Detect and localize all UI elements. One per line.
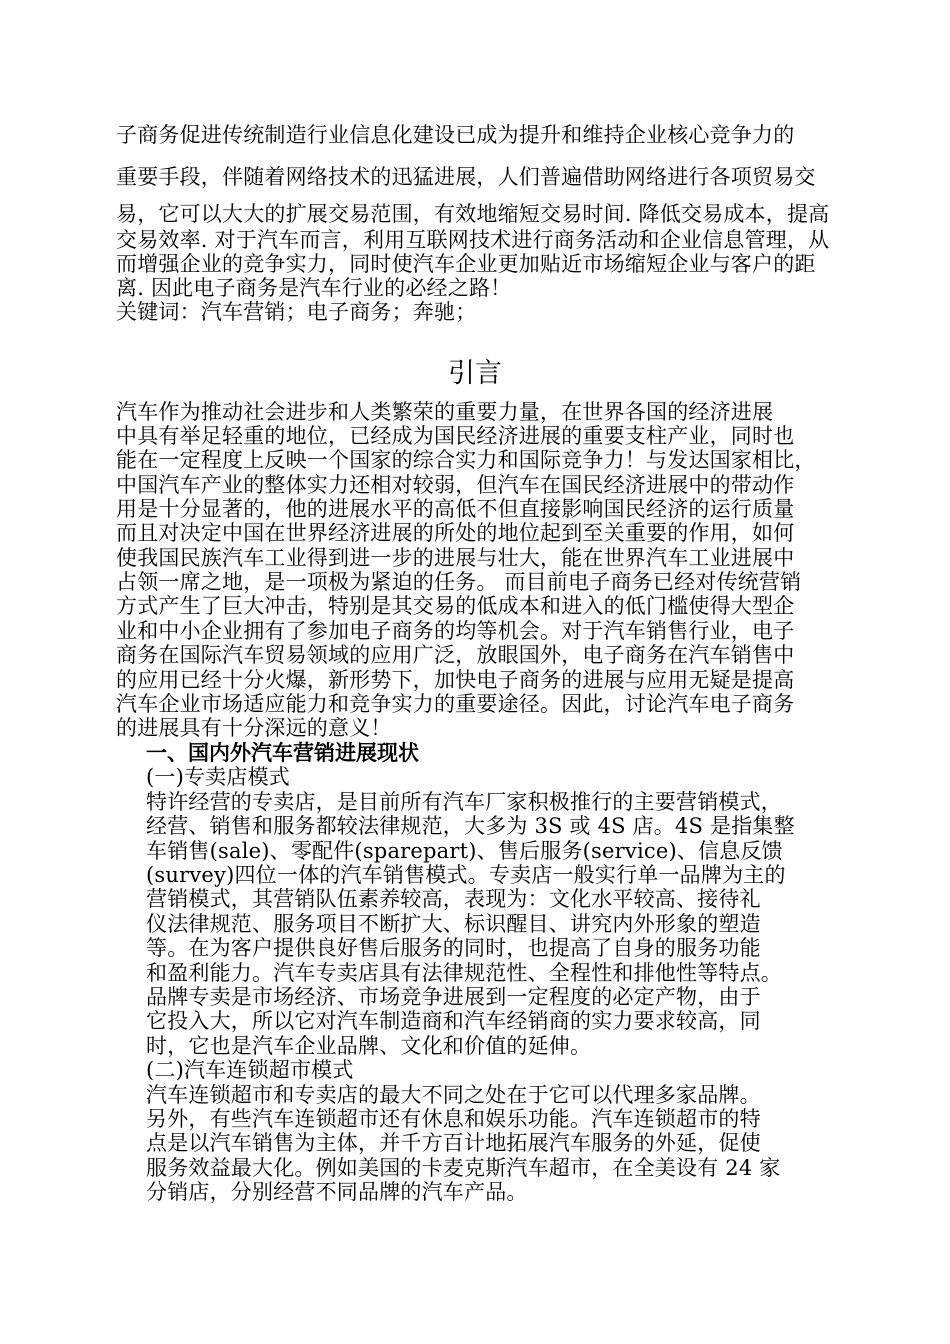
intro-line: 占领一席之地，是一项极为紧迫的任务。 而目前电子商务已经对传统营销 bbox=[116, 570, 802, 594]
paragraph-line: 服务效益最大化。例如美国的卡麦克斯汽车超市，在全美设有 24 家 bbox=[146, 1156, 781, 1180]
intro-title: 引言 bbox=[448, 358, 502, 389]
intro-line: 的进展具有十分深远的意义！ bbox=[116, 716, 392, 740]
paragraph-line: 经营、销售和服务都较法律规范，大多为 3S 或 4S 店。4S 是指集整 bbox=[146, 814, 795, 838]
intro-line: 使我国民族汽车工业得到进一步的进展与壮大，能在世界汽车工业进展中 bbox=[116, 546, 795, 570]
intro-line: 汽车作为推动社会进步和人类繁荣的重要力量，在世界各国的经济进展 bbox=[116, 400, 774, 424]
paragraph-line: 汽车连锁超市和专卖店的最大不同之处在于它可以代理多家品牌。 bbox=[146, 1083, 761, 1107]
paragraph-line: 点是以汽车销售为主体，并千方百计地拓展汽车服务的外延，促使 bbox=[146, 1131, 761, 1155]
paragraph-line: 特许经营的专卖店，是目前所有汽车厂家积极推行的主要营销模式， bbox=[146, 790, 782, 814]
intro-line: 中具有举足轻重的地位，已经成为国民经济进展的重要支柱产业，同时也 bbox=[116, 424, 795, 448]
subsection-heading: (一)专卖店模式 bbox=[146, 765, 290, 789]
intro-line: 的应用已经十分火爆，新形势下，加快电子商务的进展与应用无疑是提高 bbox=[116, 668, 795, 692]
section-heading: 一、国内外汽车营销进展现状 bbox=[146, 740, 419, 765]
intro-line: 用是十分显著的，他的进展水平的高低不但直接影响国民经济的运行质量 bbox=[116, 497, 795, 521]
abstract-line: 离. 因此电子商务是汽车行业的必经之路！ bbox=[116, 276, 512, 300]
paragraph-line: 仪法律规范、服务项目不断扩大、标识醒目、讲究内外形象的塑造 bbox=[146, 912, 761, 936]
intro-line: 汽车企业市场适应能力和竞争实力的重要途径。因此，讨论汽车电子商务 bbox=[116, 692, 795, 716]
subsection-heading: (二)汽车连锁超市模式 bbox=[146, 1058, 354, 1082]
abstract-line: 重要手段，伴随着网络技术的迅猛进展，人们普遍借助网络进行各项贸易交 bbox=[116, 165, 816, 189]
paragraph-line: 分销店，分别经营不同品牌的汽车产品。 bbox=[146, 1180, 528, 1204]
paragraph-line: 等。在为客户提供良好售后服务的同时，也提高了自身的服务功能 bbox=[146, 936, 761, 960]
intro-line: 商务在国际汽车贸易领域的应用广泛，放眼国外，电子商务在汽车销售中 bbox=[116, 643, 795, 667]
intro-line: 能在一定程度上反映一个国家的综合实力和国际竞争力！与发达国家相比， bbox=[116, 448, 816, 472]
abstract-line: 易，它可以大大的扩展交易范围，有效地缩短交易时间. 降低交易成本，提高 bbox=[116, 202, 830, 226]
paragraph-line: 时，它也是汽车企业品牌、文化和价值的延伸。 bbox=[146, 1034, 592, 1058]
abstract-line: 子商务促进传统制造行业信息化建设已成为提升和维持企业核心竞争力的 bbox=[116, 123, 795, 147]
paragraph-line: 另外，有些汽车连锁超市还有休息和娱乐功能。汽车连锁超市的特 bbox=[146, 1107, 761, 1131]
paragraph-line: 它投入大，所以它对汽车制造商和汽车经销商的实力要求较高，同 bbox=[146, 1009, 761, 1033]
keywords-line: 关键词：汽车营销；电子商务；奔驰； bbox=[116, 300, 477, 324]
abstract-line: 而增强企业的竞争实力，同时使汽车企业更加贴近市场缩短企业与客户的距 bbox=[116, 252, 816, 276]
paragraph-line: 和盈利能力。汽车专卖店具有法律规范性、全程性和排他性等特点。 bbox=[146, 961, 782, 985]
intro-line: 业和中小企业拥有了参加电子商务的均等机会。对于汽车销售行业，电子 bbox=[116, 619, 795, 643]
paragraph-line: 车销售(sale)、零配件(sparepart)、售后服务(service)、信息反馈 bbox=[146, 839, 783, 863]
intro-line: 方式产生了巨大冲击，特别是其交易的低成本和进入的低门槛使得大型企 bbox=[116, 594, 795, 618]
paragraph-line: 品牌专卖是市场经济、市场竞争进展到一定程度的必定产物，由于 bbox=[146, 985, 761, 1009]
paragraph-line: 营销模式，其营销队伍素养较高，表现为：文化水平较高、接待礼 bbox=[146, 887, 761, 911]
abstract-line: 交易效率. 对于汽车而言，利用互联网技术进行商务活动和企业信息管理，从 bbox=[116, 228, 830, 252]
intro-line: 中国汽车产业的整体实力还相对较弱，但汽车在国民经济进展中的带动作 bbox=[116, 473, 795, 497]
paragraph-line: (survey)四位一体的汽车销售模式。专卖店一般实行单一品牌为主的 bbox=[146, 863, 786, 887]
intro-line: 而且对决定中国在世界经济进展的所处的地位起到至关重要的作用，如何 bbox=[116, 521, 795, 545]
